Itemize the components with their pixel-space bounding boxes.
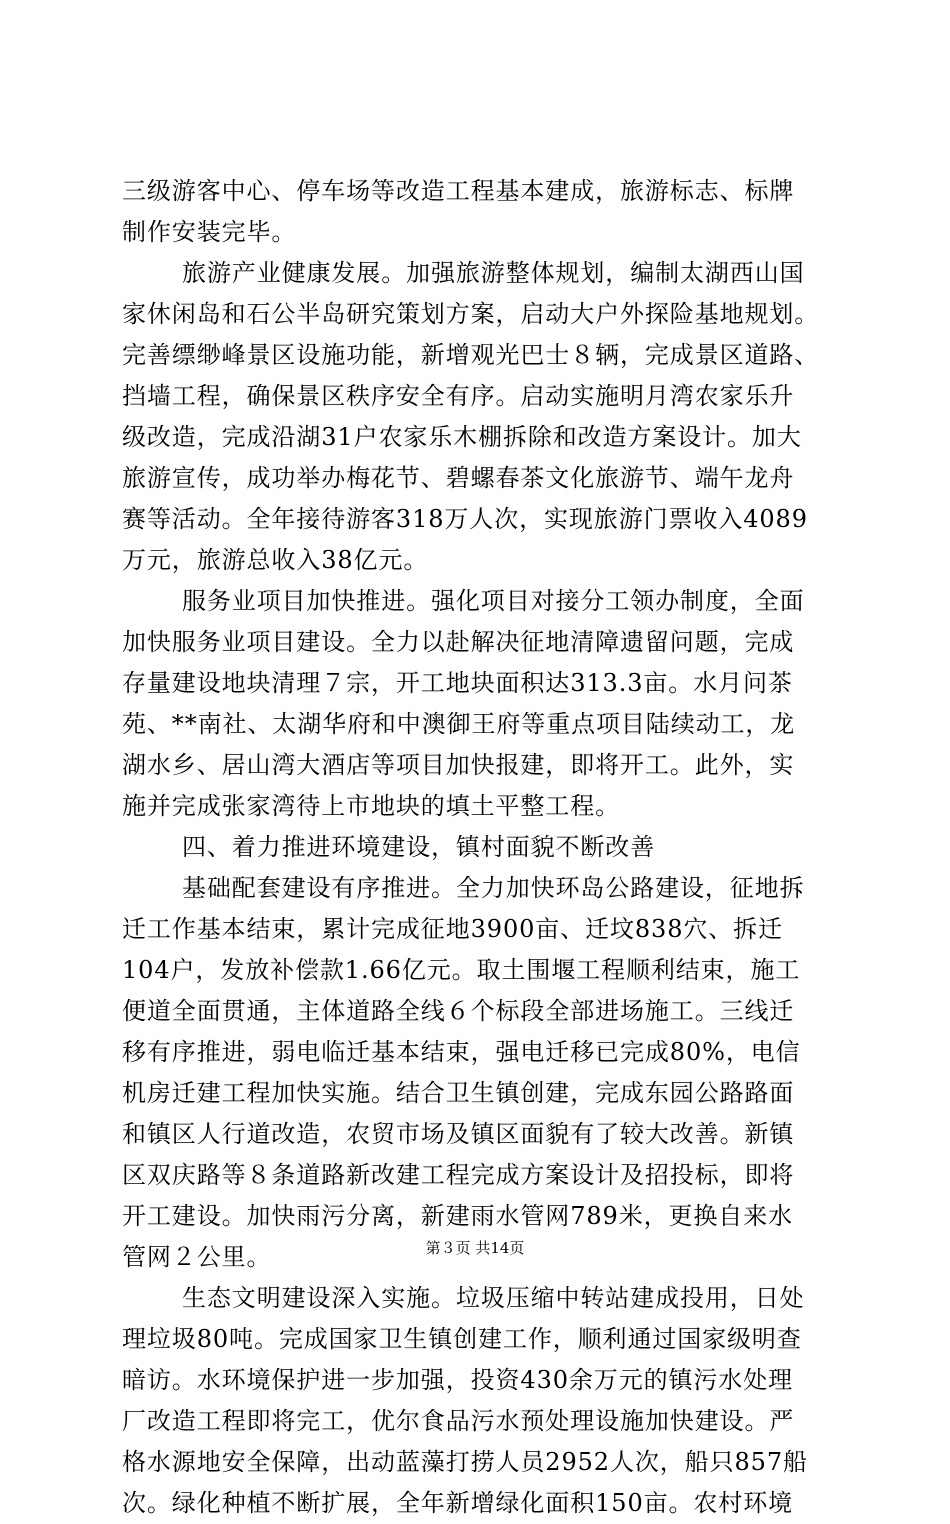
text-line: 加快服务业项目建设。全力以赴解决征地清障遗留问题，完成 <box>122 628 795 656</box>
text-line: 104户，发放补偿款1.66亿元。取土围堰工程顺利结束，施工 <box>122 956 801 984</box>
text-line: 赛等活动。全年接待游客318万人次，实现旅游门票收入4089 <box>122 505 808 533</box>
text-line: 苑、**南社、太湖华府和中澳御王府等重点项目陆续动工，龙 <box>122 710 796 738</box>
text-line: 万元，旅游总收入38亿元。 <box>122 546 429 574</box>
text-line: 区双庆路等８条道路新改建工程完成方案设计及招投标，即将 <box>122 1161 795 1189</box>
text-line: 理垃圾80吨。完成国家卫生镇创建工作，顺利通过国家级明查 <box>122 1325 802 1353</box>
text-line: 次。绿化种植不断扩展，全年新增绿化面积150亩。农村环境 <box>122 1489 794 1517</box>
text-line: 完善缥缈峰景区设施功能，新增观光巴士８辆，完成景区道路、 <box>122 341 820 369</box>
text-line: 挡墙工程，确保景区秩序安全有序。启动实施明月湾农家乐升 <box>122 382 795 410</box>
text-line: 管网２公里。 <box>122 1243 272 1271</box>
text-line: 厂改造工程即将完工，优尔食品污水预处理设施加快建设。严 <box>122 1407 795 1435</box>
text-line: 和镇区人行道改造，农贸市场及镇区面貌有了较大改善。新镇 <box>122 1120 795 1148</box>
paragraph-start-line: 生态文明建设深入实施。垃圾压缩中转站建成投用，日处 <box>182 1284 805 1312</box>
text-line: 机房迁建工程加快实施。结合卫生镇创建，完成东园公路路面 <box>122 1079 795 1107</box>
section-heading: 四、着力推进环境建设，镇村面貌不断改善 <box>182 833 656 861</box>
text-line: 存量建设地块清理７宗，开工地块面积达313.3亩。水月问茶 <box>122 669 793 697</box>
paragraph-start-line: 服务业项目加快推进。强化项目对接分工领办制度，全面 <box>182 587 805 615</box>
text-line: 家休闲岛和石公半岛研究策划方案，启动大户外探险基地规划。 <box>122 300 820 328</box>
text-line: 级改造，完成沿湖31户农家乐木棚拆除和改造方案设计。加大 <box>122 423 802 451</box>
text-line: 开工建设。加快雨污分离，新建雨水管网789米，更换自来水 <box>122 1202 794 1230</box>
text-line: 暗访。水环境保护进一步加强，投资430余万元的镇污水处理 <box>122 1366 794 1394</box>
text-line: 三级游客中心、停车场等改造工程基本建成，旅游标志、标牌 <box>122 177 795 205</box>
page-number-footer: 第３页 共14页 <box>425 1239 525 1257</box>
text-line: 制作安装完毕。 <box>122 218 297 246</box>
paragraph-start-line: 基础配套建设有序推进。全力加快环岛公路建设，征地拆 <box>182 874 805 902</box>
text-line: 湖水乡、居山湾大酒店等项目加快报建，即将开工。此外，实 <box>122 751 795 779</box>
paragraph-start-line: 旅游产业健康发展。加强旅游整体规划，编制太湖西山国 <box>182 259 805 287</box>
text-line: 旅游宣传，成功举办梅花节、碧螺春茶文化旅游节、端午龙舟 <box>122 464 795 492</box>
text-line: 移有序推进，弱电临迁基本结束，强电迁移已完成80%，电信 <box>122 1038 801 1066</box>
text-line: 便道全面贯通，主体道路全线６个标段全部进场施工。三线迁 <box>122 997 795 1025</box>
body-text <box>122 171 842 1524</box>
text-line: 迁工作基本结束，累计完成征地3900亩、迁坟838穴、拆迁 <box>122 915 783 943</box>
text-line: 施并完成张家湾待上市地块的填土平整工程。 <box>122 792 620 820</box>
text-line: 格水源地安全保障，出动蓝藻打捞人员2952人次，船只857船 <box>122 1448 808 1476</box>
